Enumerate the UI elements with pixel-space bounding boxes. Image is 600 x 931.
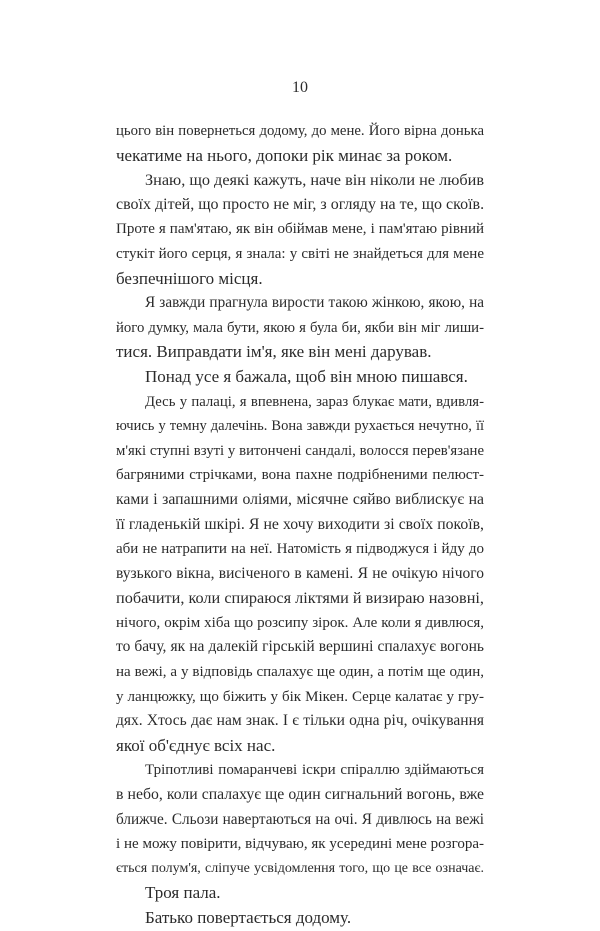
page-number: 10 [292,79,308,96]
text-line: побачити, коли спираюся ліктями й визираю назовні, [116,589,484,608]
text-line: Я завжди прагнула вирости такою жінкою, якою, на [145,294,484,312]
text-line: своїх дітей, що просто не міг, з огляду на те, що скоїв. [116,195,485,213]
text-line: чекатиме на нього, допоки рік минає за роком. [116,145,453,165]
text-line: на вежі, а у відповідь спалахує ще один, а потім ще один, [116,664,484,681]
text-line: безпечнішого місця. [116,268,263,288]
text-line: тися. Виправдати ім'я, яке він мені дарував. [116,342,432,362]
text-line: якої об'єднує всіх нас. [116,735,276,755]
body-text [116,119,484,931]
text-line: Батько повертається додому. [145,908,352,927]
text-line: її гладенькій шкірі. Я не хочу виходити зі своїх покоїв, [116,515,484,533]
text-line: Знаю, що деякі кажуть, наче він ніколи не любив [145,171,484,190]
text-line: ками і запашними оліями, місячне сяйво виблискує на [116,490,484,508]
text-line: Проте я пам'ятаю, як він обіймав мене, і пам'ятаю рівний [116,221,484,238]
text-line: Троя пала. [145,883,221,903]
text-line: багряними стрічками, вона пахне подрібненими пелюст- [116,467,484,484]
text-line: у ланцюжку, що біжить у бік Мікен. Серце калатає у гру- [116,688,484,705]
text-line: то бачу, як на далекій гірській вершині спалахує вогонь [116,638,484,656]
text-line: м'які ступні взуті у витончені сандалі, волосся перев'язане [116,442,484,459]
text-line: дях. Хтось дає нам знак. І є тільки одна річ, очікування [116,712,484,730]
text-line: нічого, окрім хіба що розсипу зірок. Але коли я дивлюся, [116,614,484,631]
text-line: стукіт його серця, я знала: у світі не знайдеться для мене [116,245,484,262]
text-line: вузького вікна, висіченого в камені. Я не очікую нічого [116,564,484,582]
text-line: ючись у темну далечінь. Вона завжди рухається нечутно, її [116,418,484,435]
text-line: ється полум'я, сліпуче усвідомлення того, що це все означає. [116,860,484,876]
text-line: в небо, коли спалахує ще один сигнальний вогонь, вже [116,786,484,804]
text-line: його думку, мала бути, якою я була би, якби він міг лиши- [116,319,484,336]
text-line: Тріпотливі помаранчеві іскри спіраллю здіймаються [145,762,484,779]
text-line: цього він повернеться додому, до мене. Його вірна донька [116,123,484,139]
text-line: аби не натрапити на неї. Натомість я підводжуся і йду до [116,541,484,558]
text-line: Понад усе я бажала, щоб він мною пишався. [145,366,468,386]
text-line: Десь у палаці, я впевнена, зараз блукає мати, вдивля- [145,393,484,410]
text-line: і не можу повірити, відчуваю, як усередині мене розгора- [116,836,484,853]
text-line: ближче. Сльози навертаються на очі. Я дивлюсь на вежі [116,810,484,828]
